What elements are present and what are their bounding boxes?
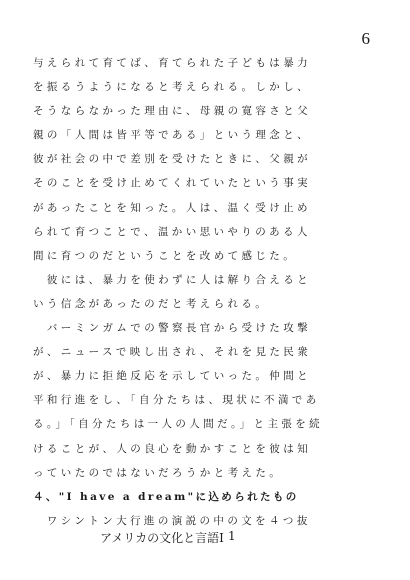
text-line: を振るうようになると考えられる。しかし、 (33, 81, 311, 94)
text-line: 親の「人間は皆平等である」という理念と、 (33, 129, 311, 142)
text-line: バーミンガムでの警察長官から受けた攻撃 (33, 322, 311, 335)
text-line: いう信念があったのだと考えられる。 (33, 297, 270, 310)
body-text (33, 51, 385, 533)
text-line: 与えられて育てば、育てられた子どもは暴力 (33, 57, 311, 69)
text-line: けることが、人の良心を動かすことを彼は知 (33, 442, 311, 455)
page-number: 6 (361, 29, 370, 48)
text-line: ワシントン大行進の演説の中の文を４つ抜 (33, 514, 311, 527)
section-heading: ４、"I have a dream"に込められたもの (33, 490, 299, 503)
text-line: そのことを受け止めてくれていたという事実 (33, 177, 311, 190)
text-line: 平和行進をし、「自分たちは、現状に不満であ (33, 394, 320, 407)
text-line: があったことを知った。人は、温く受け止め (33, 201, 311, 214)
footer-page-number: 1 (228, 529, 236, 543)
text-line: っていたのではないだろうかと考えた。 (33, 466, 284, 479)
text-line: 彼には、暴力を使わずに人は解り合えると (33, 273, 311, 286)
text-line: る。」「自分たちは一人の人間だ。」と主張を続 (33, 418, 324, 431)
text-line: そうならなかった理由に、母親の寛容さと父 (33, 105, 311, 118)
text-line: 彼が社会の中で差別を受けたときに、父親が (33, 153, 311, 166)
text-line: が、ニュースで映し出され、それを見た民衆 (33, 346, 312, 359)
text-line: 間に育つのだということを改めて感じた。 (33, 249, 298, 262)
text-line: られて育つことで、温かい思いやりのある人 (33, 225, 311, 238)
footer-title: アメリカの文化と言語Ⅰ (100, 531, 224, 545)
text-line: が、暴力に拒絶反応を示していった。仲間と (33, 370, 311, 383)
